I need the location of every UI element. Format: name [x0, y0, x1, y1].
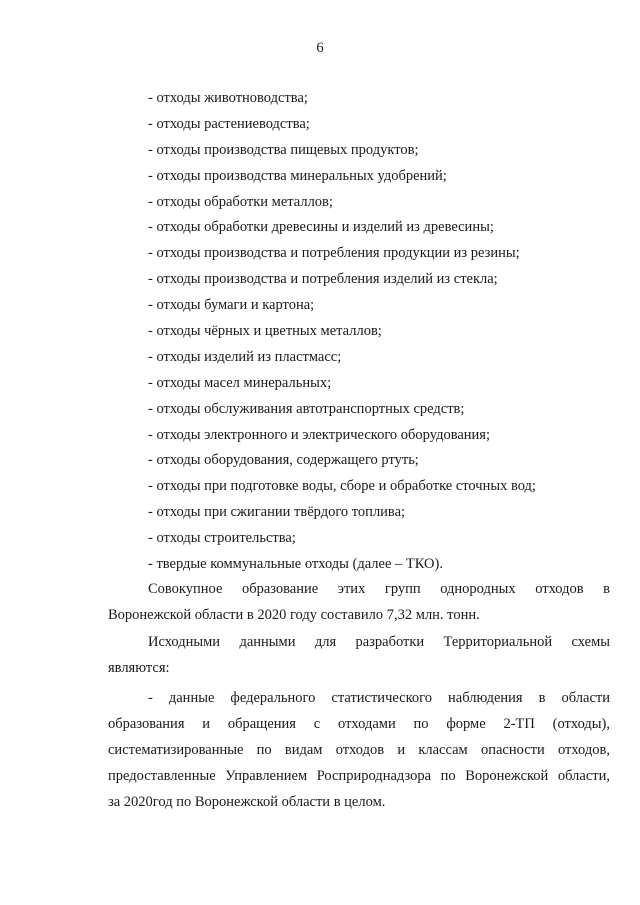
- list-item: - отходы оборудования, содержащего ртуть;: [148, 452, 419, 469]
- list-item: - отходы обработки древесины и изделий из древесины;: [148, 219, 494, 236]
- paragraph-source-data-intro: [108, 630, 610, 682]
- list-item: - твердые коммунальные отходы (далее – ТКО).: [148, 556, 443, 573]
- paragraph-line: Совокупное образование этих групп однородных отходов в: [148, 581, 610, 597]
- list-item: - отходы производства минеральных удобрений;: [148, 167, 447, 184]
- list-item: - отходы электронного и электрического оборудования;: [148, 426, 491, 443]
- list-item: - отходы животноводства;: [148, 90, 308, 106]
- list-item: - отходы масел минеральных;: [148, 374, 332, 391]
- paragraph-line: за 2020год по Воронежской области в целом.: [108, 793, 386, 810]
- list-item: - отходы производства и потребления изделий из стекла;: [148, 271, 498, 288]
- list-item: - отходы производства пищевых продуктов;: [148, 141, 419, 158]
- paragraph-line: предоставленные Управлением Росприроднадзора по Воронежской области,: [108, 767, 610, 784]
- waste-types-list: [148, 88, 536, 580]
- paragraph-total-waste: [108, 577, 610, 629]
- list-item: - отходы при сжигании твёрдого топлива;: [148, 504, 406, 521]
- list-item: - отходы чёрных и цветных металлов;: [148, 323, 382, 340]
- list-item: - отходы обработки металлов;: [148, 193, 333, 210]
- page-number: 6: [316, 40, 324, 56]
- list-item: - отходы растениеводства;: [148, 115, 310, 132]
- paragraph-line: Воронежской области в 2020 году составило 7,32 млн. тонн.: [108, 606, 480, 623]
- paragraph-line: систематизированные по видам отходов и классам опасности отходов,: [108, 741, 610, 758]
- paragraph-line: - данные федерального статистического наблюдения в области: [148, 690, 610, 706]
- paragraph-source-data-item: [108, 686, 610, 815]
- list-item: - отходы изделий из пластмасс;: [148, 348, 342, 365]
- paragraph-line: являются:: [108, 659, 170, 676]
- list-item: - отходы строительства;: [148, 530, 296, 547]
- list-item: - отходы обслуживания автотранспортных средств;: [148, 400, 465, 417]
- list-item: - отходы при подготовке воды, сборе и обработке сточных вод;: [148, 478, 536, 495]
- list-item: - отходы производства и потребления продукции из резины;: [148, 245, 520, 262]
- paragraph-line: Исходными данными для разработки Территориальной схемы: [148, 634, 610, 650]
- paragraph-line: образования и обращения с отходами по форме 2-ТП (отходы),: [108, 715, 610, 732]
- list-item: - отходы бумаги и картона;: [148, 297, 315, 314]
